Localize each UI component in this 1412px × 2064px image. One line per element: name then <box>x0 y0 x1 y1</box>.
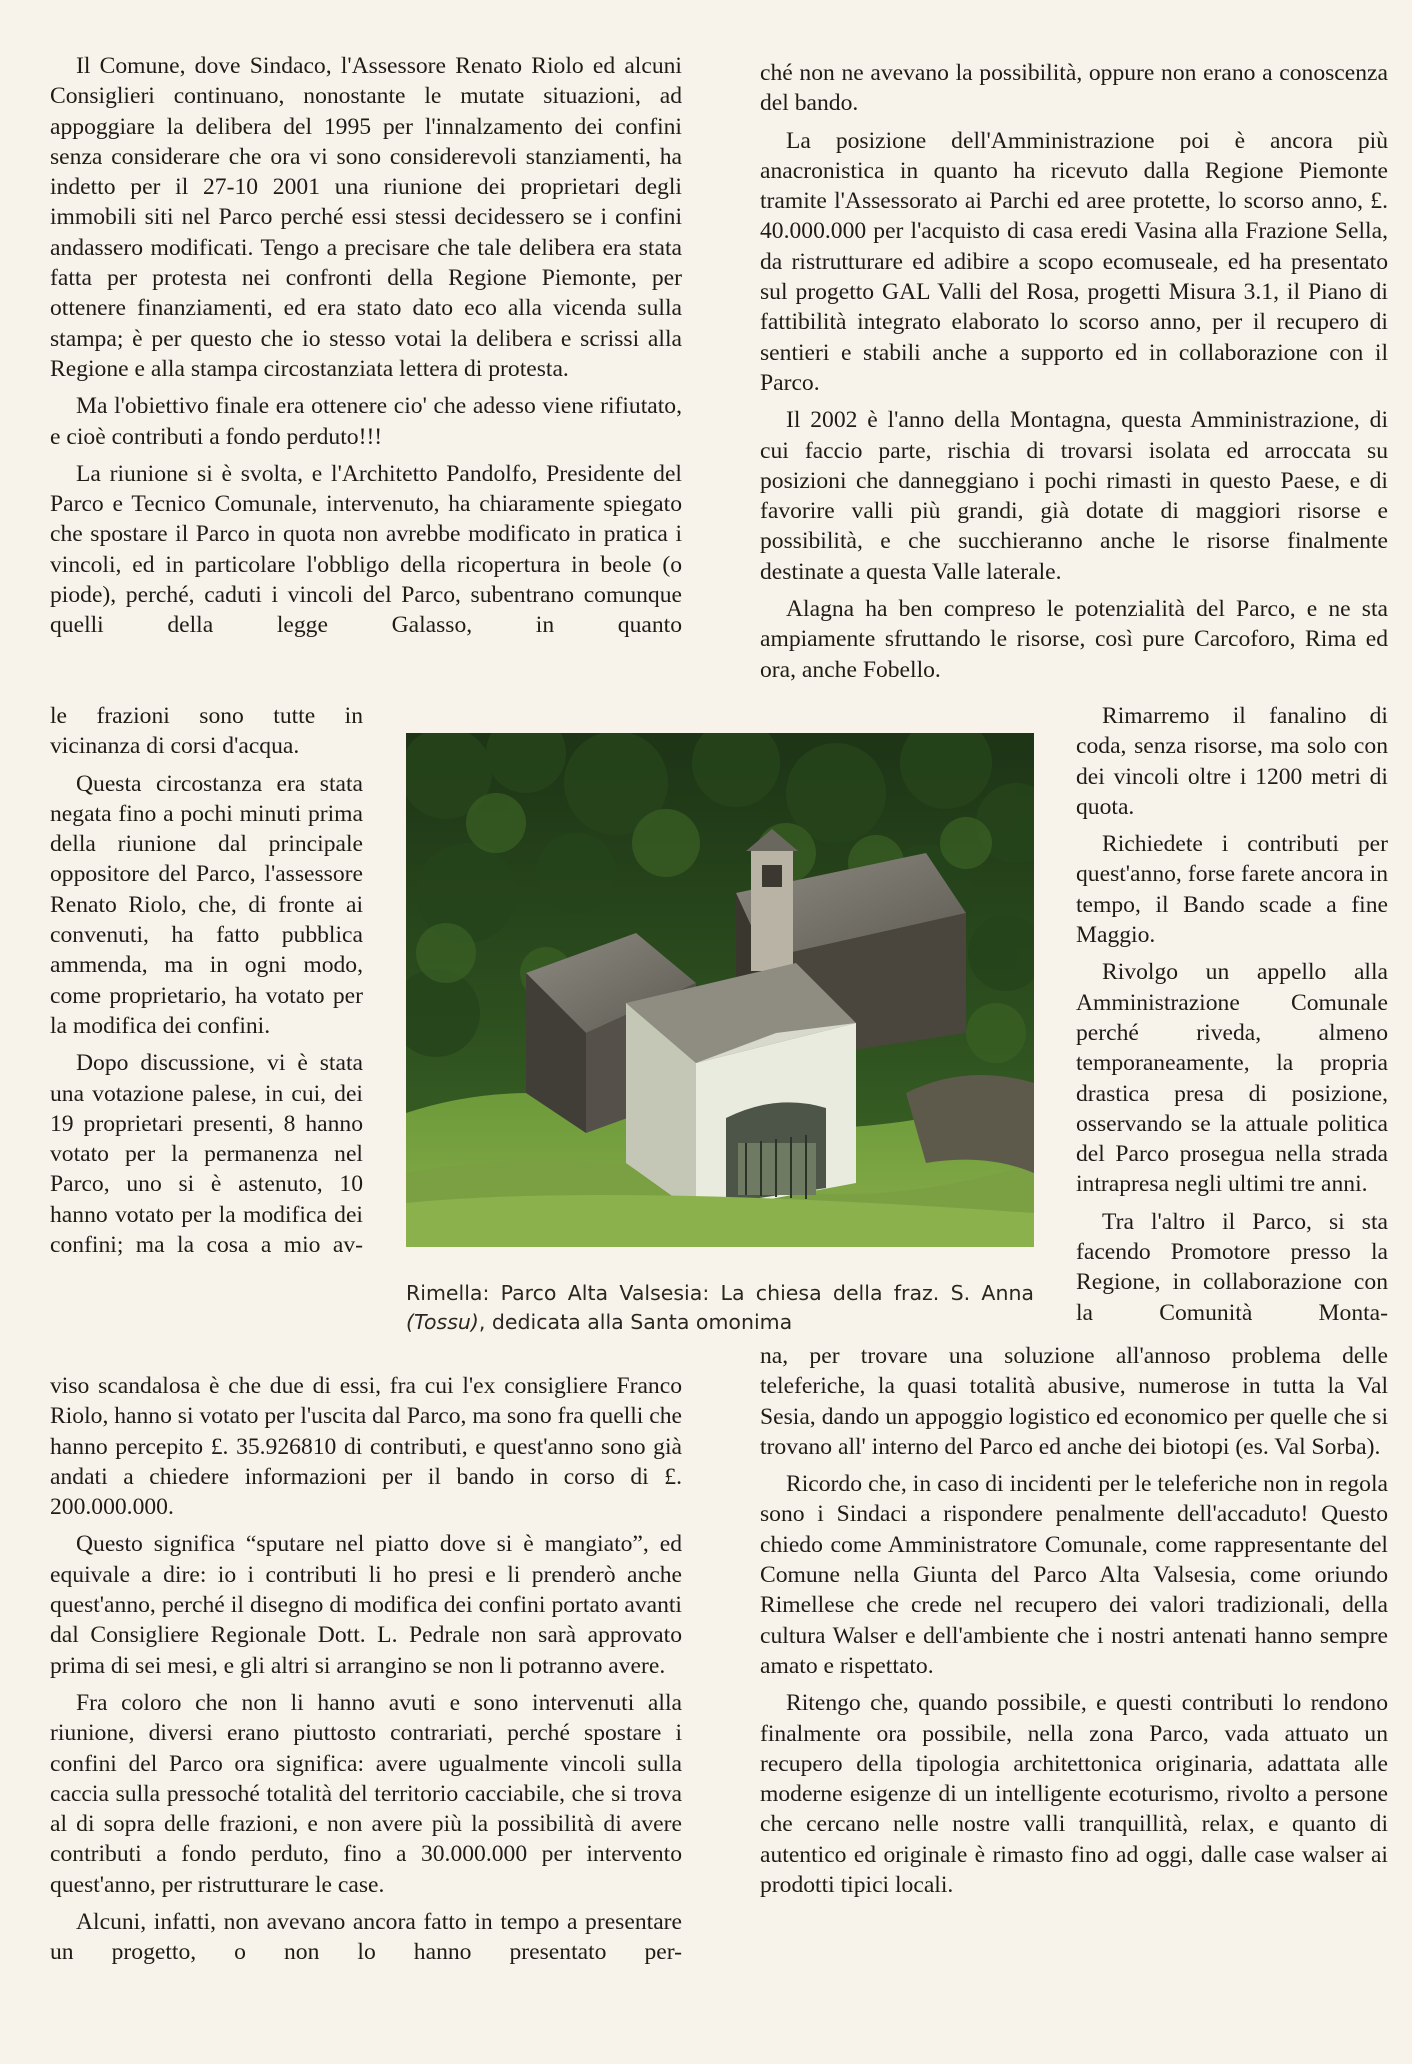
paragraph: le frazioni sono tutte in vicinanza di corsi d'acqua. <box>50 703 363 760</box>
photo-caption <box>406 1279 1034 1337</box>
paragraph: Rivolgo un appello alla Amministrazione Comunale perché riveda, almeno temporaneamente, la propria drastica presa di posizione, osservando se la attuale politica del Parco prosegua nella strada intrapresa negli ultimi tre anni. <box>1076 959 1388 1198</box>
caption-text: Rimella: Parco Alta Valsesia: La chiesa della fraz. S. Anna <box>406 1281 1034 1305</box>
paragraph: Questo significa “sputare nel piatto dove si è mangiato”, ed equivale a dire: io i contributi li ho presi e li prenderò anche quest'anno, perché il disegno di modifica dei confini portato avanti dal Consigliere Regionale Dott. L. Pedrale non sarà approvato prima di sei mesi, e gli altri si arrangino se non li potranno avere. <box>50 1531 682 1679</box>
paragraph: Fra coloro che non li hanno avuti e sono intervenuti alla riunione, diversi erano piuttosto contrariati, perché spostare i confini del Parco ora significa: avere ugualmente vincoli sulla caccia sulla pressoché totalità del territorio cacciabile, che si trova al di sopra delle frazioni, e non avere più la possibilità di avere contributi a fondo perduto, fino a 30.000.000 per intervento quest'anno, per ristrutturare le case. <box>50 1689 682 1898</box>
left-column-narrow <box>50 701 363 1267</box>
right-column-bottom <box>760 1341 1388 1907</box>
caption-italic: (Tossu) <box>406 1310 479 1334</box>
paragraph: Ricordo che, in caso di incidenti per le teleferiche non in regola sono i Sindaci a rispondere penalmente dell'accaduto! Questo chiedo come Amministratore Comunale, come rappresentante del Comune nella Giunta del Parco Alta Valsesia, come oriundo Rimellese che crede nel recupero dei valori tradizionali, della cultura Walser e dell'ambiente che i nostri antenati hanno sempre amato e rispettato. <box>760 1471 1388 1679</box>
right-column-top <box>760 58 1388 692</box>
paragraph: Richiedete i contributi per quest'anno, forse farete ancora in tempo, il Bando scade a fine Maggio. <box>1076 831 1388 949</box>
paragraph: Il 2002 è l'anno della Montagna, questa Amministrazione, di cui faccio parte, rischia di trovarsi isolata ed arroccata su posizioni che danneggiano i pochi rimasti in questo Paese, e di favorire valli più grandi, già dotate di maggiori risorse e possibilità, e che succhieranno anche le risorse finalmente destinate a questa Valle laterale. <box>760 407 1388 585</box>
paragraph: Alcuni, infatti, non avevano ancora fatto in tempo a presentare un progetto, o non lo hanno presentato per- <box>50 1909 682 1966</box>
caption-tail: , dedicata alla Santa omonima <box>478 1310 793 1334</box>
paragraph: Ma l'obiettivo finale era ottenere cio' che adesso viene rifiutato, e cioè contributi a fondo perduto!!! <box>50 393 682 450</box>
paragraph: Dopo discussione, vi è stata una votazione palese, in cui, dei 19 proprietari presenti, 8 hanno votato per la permanenza nel Parco, uno si è astenuto, 10 hanno votato per la modifica dei confini; ma la cosa a mio av- <box>50 1050 363 1259</box>
right-column-narrow <box>1076 701 1388 1335</box>
paragraph: Questa circostanza era stata negata fino a pochi minuti prima della riunione dal principale oppositore del Parco, l'assessore Renato Riolo, che, di fronte ai convenuti, ha fatto pubblica ammenda, ma in ogni modo, come proprietario, ha votato per la modifica dei confini. <box>50 770 363 1039</box>
paragraph: Alagna ha ben compreso le potenzialità del Parco, e ne sta ampiamente sfruttando le risorse, così pure Carcoforo, Rima ed ora, anche Fobello. <box>760 596 1388 683</box>
paragraph: Tra l'altro il Parco, si sta facendo Promotore presso la Regione, in collaborazione con la Comunità Monta- <box>1076 1208 1388 1326</box>
paragraph: Il Comune, dove Sindaco, l'Assessore Renato Riolo ed alcuni Consiglieri continuano, nonostante le mutate situazioni, ad appoggiare la delibera del 1995 per l'innalzamento dei confini senza considerare che ora vi sono considerevoli stanziamenti, ha indetto per il 27-10 2001 una riunione dei proprietari degli immobili siti nel Parco perché essi stessi decidessero se i confini andassero modificati. Tengo a precisare che tale delibera era stata fatta per protesta nei confronti della Regione Piemonte, per ottenere finanziamenti, ed era stato dato eco alla vicenda sulla stampa; è per questo che io stesso votai la delibera e scrissi alla Regione e alla stampa circostanziata lettera di protesta. <box>50 53 682 382</box>
paragraph: Ritengo che, quando possibile, e questi contributi lo rendono finalmente ora possibile, nella zona Parco, vada attuato un recupero della tipologia architettonica originaria, adattata alle moderne esigenze di un intelligente ecoturismo, rivolto a persone che cercano nelle nostre valli tranquillità, relax, e quanto di autentico ed originale è rimasto fino ad oggi, dalle case walser ai prodotti tipici locali. <box>760 1690 1388 1899</box>
church-illustration <box>406 733 1034 1247</box>
paragraph: La riunione si è svolta, e l'Architetto Pandolfo, Presidente del Parco e Tecnico Comunale, intervenuto, ha chiaramente spiegato che spostare il Parco in quota non avrebbe modificato in pratica i vincoli, ed in particolare l'obbligo della ricopertura in beole (o piode), perché, caduti i vincoli del Parco, subentrano comunque quelli della legge Galasso, in quanto <box>50 460 682 639</box>
paragraph: Rimarremo il fanalino di coda, senza risorse, ma solo con dei vincoli oltre i 1200 metri di quota. <box>1076 703 1388 820</box>
paragraph: La posizione dell'Amministrazione poi è ancora più anacronistica in quanto ha ricevuto dalla Regione Piemonte tramite l'Assessorato ai Parchi ed aree protette, lo scorso anno, £. 40.000.000 per l'acquisto di casa eredi Vasina alla Frazione Sella, da ristrutturare ed adibire a scopo ecomuseale, ed ha presentato sul progetto GAL Valli del Rosa, progetti Misura 3.1, il Piano di fattibilità integrato elaborato lo scorso anno, per il recupero di sentieri e stabili anche a supporto ed in collaborazione con il Parco. <box>760 127 1388 396</box>
left-column-bottom <box>50 1371 682 1975</box>
paragraph: ché non ne avevano la possibilità, oppure non erano a conoscenza del bando. <box>760 60 1388 117</box>
paragraph: viso scandalosa è che due di essi, fra cui l'ex consigliere Franco Riolo, hanno si votato per l'uscita dal Parco, ma sono fra quelli che hanno percepito £. 35.926810 di contributi, e quest'anno sono già andati a chiedere informazioni per il bando in corso di £. 200.000.000. <box>50 1373 682 1521</box>
church-photo <box>406 733 1034 1247</box>
paragraph: na, per trovare una soluzione all'annoso problema delle teleferiche, la quasi totalità abusive, numerose in tutta la Val Sesia, dando un appoggio logistico ed economico per quelle che si trovano all' interno del Parco ed anche dei biotopi (es. Val Sorba). <box>760 1343 1388 1460</box>
left-column-top <box>50 51 682 648</box>
